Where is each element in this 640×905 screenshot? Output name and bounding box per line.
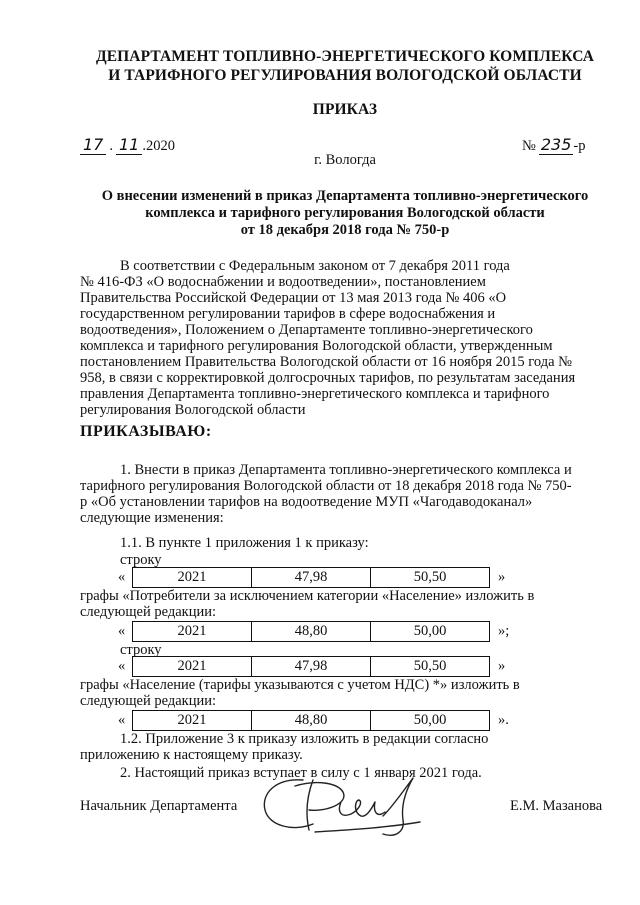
preamble-line: государственном регулировании тарифов в сфере водоснабжения и (80, 306, 496, 322)
organization-name-line2: И ТАРИФНОГО РЕГУЛИРОВАНИЯ ВОЛОГОДСКОЙ ОБЛАСТИ (108, 67, 582, 84)
date-year: .2020 (142, 138, 175, 154)
year-cell: 2021 (133, 568, 252, 587)
tariff-row (118, 656, 505, 677)
graph-1-text (80, 588, 610, 620)
item-1-line: 1. Внести в приказ Департамента топливно-энергетического комплекса и (120, 462, 572, 478)
graph-2-text (80, 677, 610, 709)
number-value: 235 (540, 135, 572, 154)
item-1 (80, 462, 610, 526)
preamble-line: Правительства Российской Федерации от 13 мая 2013 года № 406 «О (80, 290, 507, 306)
row-word: строку (120, 642, 162, 658)
date-day: 17 (80, 135, 106, 155)
row-word: строку (120, 552, 162, 568)
second-half-cell: 50,50 (413, 569, 447, 585)
preamble-line: 958, в связи с корректировкой долгосрочных тарифов, по результатам заседания (80, 370, 576, 386)
tariff-cells (132, 710, 490, 731)
number-suffix: -р (573, 138, 586, 154)
date-month: 11 (116, 135, 142, 155)
item-1-line: тарифного регулирования Вологодской области от 18 декабря 2018 года № 750- (80, 478, 572, 494)
open-quote: « (118, 712, 126, 728)
tariff-cells (132, 567, 490, 588)
tariff-row (118, 710, 509, 731)
signatory-position: Начальник Департамента (80, 798, 238, 814)
order-title (80, 188, 610, 239)
open-quote: « (118, 658, 126, 674)
preamble-line: постановлением Правительства Вологодской области от 16 ноября 2015 года № (80, 354, 572, 370)
preamble-line: регулирования Вологодской области (80, 402, 306, 418)
second-half-cell: 50,50 (413, 658, 447, 674)
graph-2-line: графы «Население (тарифы указываются с учетом НДС) *» изложить в (80, 677, 520, 693)
city: г. Вологда (314, 152, 376, 168)
year-cell: 2021 (133, 657, 252, 676)
first-half-cell: 47,98 (252, 657, 371, 676)
graph-1-line: графы «Потребители за исключением категории «Население» изложить в (80, 588, 535, 604)
preamble-line: комплекса и тарифного регулирования Вологодской области, утвержденным (80, 338, 553, 354)
graph-1-line: следующей редакции: (80, 604, 217, 620)
decree-word: ПРИКАЗЫВАЮ: (80, 423, 212, 440)
preamble-line: № 416-ФЗ «О водоснабжении и водоотведении», постановлением (80, 274, 486, 290)
second-half-cell: 50,00 (413, 623, 447, 639)
tariff-cells (132, 621, 490, 642)
close-quote: ». (498, 712, 509, 728)
year-cell: 2021 (133, 622, 252, 641)
organization-name-line1: ДЕПАРТАМЕНТ ТОПЛИВНО-ЭНЕРГЕТИЧЕСКОГО КОМПЛЕКСА (95, 48, 595, 65)
open-quote: « (118, 569, 126, 585)
close-quote: » (498, 569, 506, 585)
sub-item-1-2-line: приложению к настоящему приказу. (80, 747, 303, 763)
close-quote: » (498, 658, 506, 674)
title-line: от 18 декабря 2018 года № 750-р (240, 222, 450, 238)
signatory-name: Е.М. Мазанова (510, 798, 603, 814)
item-2: 2. Настоящий приказ вступает в силу с 1 января 2021 года. (120, 765, 482, 781)
tariff-row (118, 621, 509, 642)
title-line: комплекса и тарифного регулирования Вологодской области (145, 205, 545, 221)
graph-2-line: следующей редакции: (80, 693, 217, 709)
tariff-cells (132, 656, 490, 677)
tariff-row (118, 567, 505, 588)
item-1-line: р «Об установлении тарифов на водоотведение МУП «Чагодаводоканал» (80, 494, 533, 510)
first-half-cell: 47,98 (252, 568, 371, 587)
first-half-cell: 48,80 (252, 622, 371, 641)
title-line: О внесении изменений в приказ Департамента топливно-энергетического (101, 188, 589, 204)
preamble-line: правления Департамента топливно-энергетического комплекса и тарифного (80, 386, 550, 402)
preamble-line: В соответствии с Федеральным законом от 7 декабря 2011 года (120, 258, 510, 274)
second-half-cell: 50,00 (413, 712, 447, 728)
open-quote: « (118, 623, 126, 639)
preamble-line: водоотведения», Положением о Департаменте топливно-энергетического (80, 322, 533, 338)
first-half-cell: 48,80 (252, 711, 371, 730)
close-quote: »; (498, 623, 510, 639)
sub-item-1-1: 1.1. В пункте 1 приложения 1 к приказу: (120, 535, 369, 551)
year-cell: 2021 (133, 711, 252, 730)
number-prefix: № (522, 138, 536, 154)
order-date: 17 . 11 .2020 (80, 135, 175, 155)
sub-item-1-2-line: 1.2. Приложение 3 к приказу изложить в редакции согласно (120, 731, 489, 747)
sub-item-1-2 (80, 731, 610, 763)
handwritten-signature (255, 772, 430, 844)
document-type: ПРИКАЗ (312, 101, 378, 118)
item-1-line: следующие изменения: (80, 510, 224, 526)
preamble (80, 258, 610, 418)
